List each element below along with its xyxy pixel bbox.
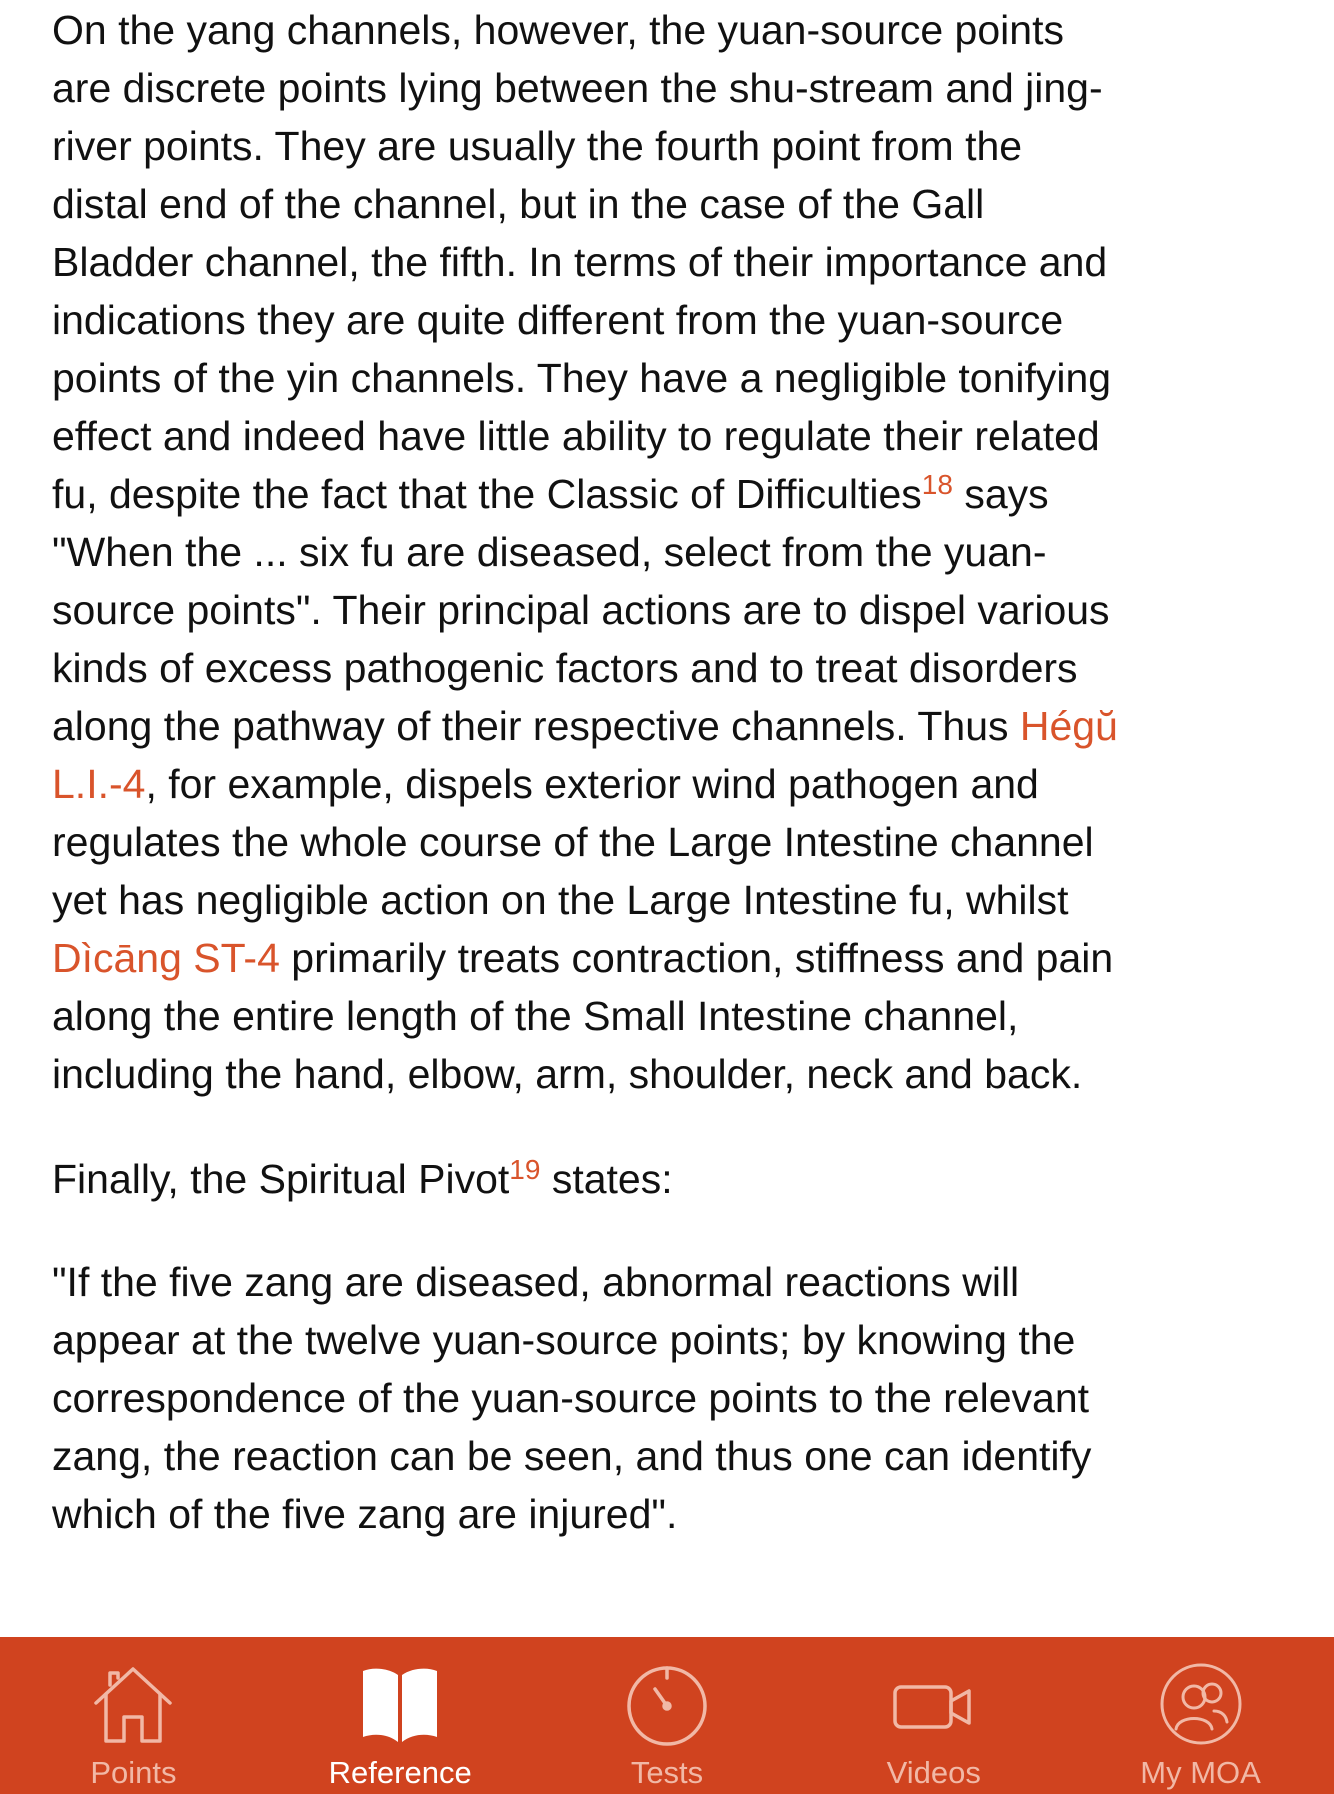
tab-videos[interactable] xyxy=(800,1637,1067,1794)
text-line xyxy=(52,1150,673,1208)
tab-label: Videos xyxy=(886,1755,981,1790)
tab-label: Tests xyxy=(630,1755,704,1790)
text-line xyxy=(52,465,1118,523)
text-line xyxy=(52,929,1118,987)
text-line: "If the five zang are diseased, abnormal reactions will xyxy=(52,1259,1020,1305)
paragraph-quote xyxy=(52,1253,1091,1543)
text-segment: states: xyxy=(540,1156,673,1202)
dicang-st4-link[interactable]: Dìcāng ST-4 xyxy=(52,935,280,981)
text-line xyxy=(52,697,1118,755)
tab-label: My MOA xyxy=(1140,1755,1261,1790)
text-line: distal end of the channel, but in the case of the Gall xyxy=(52,181,985,227)
text-line: yet has negligible action on the Large Intestine fu, whilst xyxy=(52,877,1069,923)
text-line: appear at the twelve yuan-source points; by knowing the xyxy=(52,1317,1076,1363)
text-line xyxy=(52,755,1118,813)
tab-reference[interactable] xyxy=(267,1637,534,1794)
bottom-tab-bar xyxy=(0,1637,1334,1794)
tab-label: Reference xyxy=(328,1755,472,1790)
text-line: On the yang channels, however, the yuan-source points xyxy=(52,7,1064,53)
text-segment: along the pathway of their respective channels. Thus xyxy=(52,703,1020,749)
video-camera-icon xyxy=(889,1659,979,1749)
text-segment: fu, despite the fact that the Classic of Difficulties xyxy=(52,471,922,517)
text-line: points of the yin channels. They have a negligible tonifying xyxy=(52,355,1112,401)
text-line: correspondence of the yuan-source points to the relevant xyxy=(52,1375,1090,1421)
text-line: river points. They are usually the fourth point from the xyxy=(52,123,1023,169)
text-segment: , for example, dispels exterior wind pathogen and xyxy=(145,761,1039,807)
footnote-19-link[interactable]: 19 xyxy=(509,1154,541,1185)
text-line: source points". Their principal actions are to dispel various xyxy=(52,587,1110,633)
tab-my-moa[interactable] xyxy=(1067,1637,1334,1794)
text-segment: primarily treats contraction, stiffness and pain xyxy=(279,935,1114,981)
text-line: indications they are quite different from the yuan-source xyxy=(52,297,1064,343)
house-icon xyxy=(88,1659,178,1749)
text-segment: says xyxy=(952,471,1049,517)
tab-tests[interactable] xyxy=(534,1637,801,1794)
text-line: effect and indeed have little ability to regulate their related xyxy=(52,413,1100,459)
tab-points[interactable] xyxy=(0,1637,267,1794)
book-icon xyxy=(355,1659,445,1749)
hegu-li4-link[interactable]: Hégŭ xyxy=(1019,703,1118,749)
text-line: zang, the reaction can be seen, and thus one can identify xyxy=(52,1433,1092,1479)
text-line: kinds of excess pathogenic factors and to treat disorders xyxy=(52,645,1078,691)
text-line: "When the ... six fu are diseased, select from the yuan- xyxy=(52,529,1047,575)
user-group-icon xyxy=(1156,1659,1246,1749)
text-line: along the entire length of the Small Intestine channel, xyxy=(52,993,1019,1039)
footnote-18-link[interactable]: 18 xyxy=(921,469,953,500)
text-segment: Finally, the Spiritual Pivot xyxy=(52,1156,510,1202)
text-line: including the hand, elbow, arm, shoulder, neck and back. xyxy=(52,1051,1083,1097)
text-line: which of the five zang are injured". xyxy=(52,1491,678,1537)
paragraph-yang-channels xyxy=(52,1,1118,1103)
timer-icon xyxy=(622,1659,712,1749)
paragraph-spiritual-pivot xyxy=(52,1150,673,1208)
tab-label: Points xyxy=(90,1755,177,1790)
text-line: are discrete points lying between the shu-stream and jing- xyxy=(52,65,1103,111)
text-line: Bladder channel, the fifth. In terms of their importance and xyxy=(52,239,1108,285)
hegu-li4-link[interactable]: L.I.-4 xyxy=(52,761,146,807)
text-line: regulates the whole course of the Large Intestine channel xyxy=(52,819,1094,865)
